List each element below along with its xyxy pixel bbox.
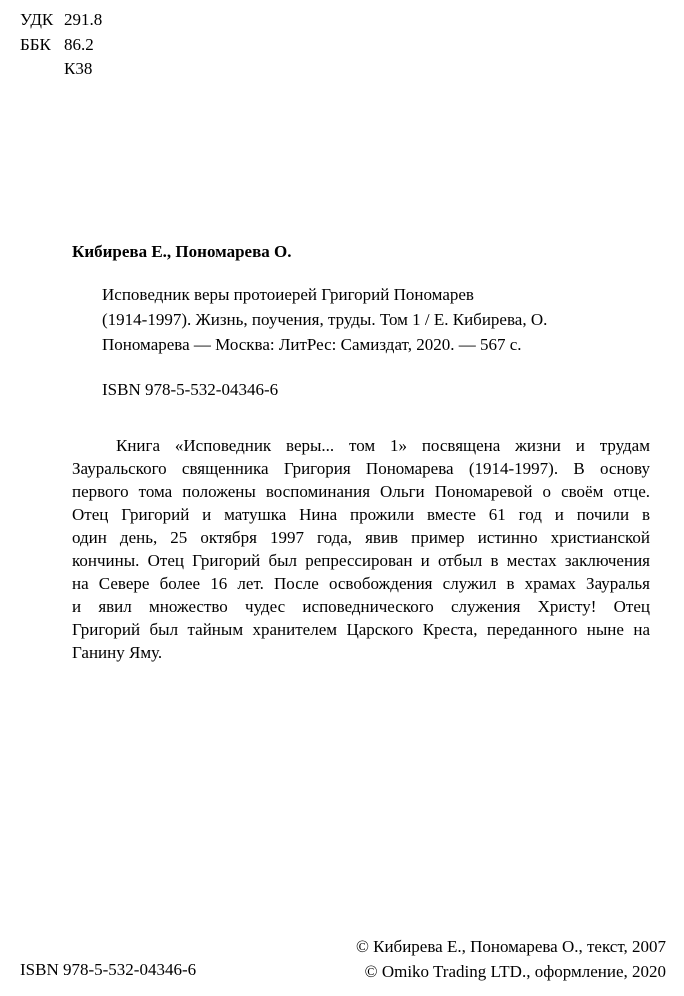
bbk-value: 86.2 <box>64 34 94 54</box>
classification-codes <box>20 8 102 82</box>
abstract-line: Ганину Яму. <box>72 643 163 662</box>
abstract-line: один день, 25 октября 1997 года, явив пример истинно христианской <box>72 528 650 547</box>
abstract-line: и явил множество чудес исповеднического служения Христу! Отец <box>72 597 650 616</box>
udk-value: 291.8 <box>64 10 103 29</box>
abstract-line: Григорий был тайным хранителем Царского Креста, переданного ныне на <box>72 620 650 639</box>
copyright-text: © Кибирева Е., Пономарева О., текст, 2007 <box>355 937 666 956</box>
bbk-row <box>20 33 102 58</box>
abstract-line: Зауральского священника Григория Пономарева (1914-1997). В основу <box>72 459 650 478</box>
abstract-line: на Севере более 16 лет. После освобождения служил в храмах Зауралья <box>72 574 650 593</box>
author-mark: К38 <box>64 59 93 78</box>
udk-label: УДК <box>20 10 54 29</box>
authors-heading: Кибирева Е., Пономарева О. <box>72 242 292 261</box>
biblio-line: (1914-1997). Жизнь, поучения, труды. Том 1 / Е. Кибирева, О. <box>102 310 548 329</box>
isbn-bottom: ISBN 978-5-532-04346-6 <box>20 960 197 979</box>
copyright-block <box>356 934 666 984</box>
bibliographic-record <box>102 282 612 357</box>
copyright-design: © Omiko Trading LTD., оформление, 2020 <box>364 962 666 981</box>
bbk-label: ББК <box>20 34 51 54</box>
author-mark-row <box>20 57 102 82</box>
isbn-top: ISBN 978-5-532-04346-6 <box>102 380 279 399</box>
abstract-line: Книга «Исповедник веры... том 1» посвящена жизни и трудам <box>116 436 650 455</box>
abstract-line: первого тома положены воспоминания Ольги Пономаревой о своём отце. <box>72 482 650 501</box>
abstract-line: Отец Григорий и матушка Нина прожили вместе 61 год и почили в <box>72 505 650 524</box>
biblio-line: Исповедник веры протоиерей Григорий Пономарев <box>102 285 474 304</box>
biblio-line: Пономарева — Москва: ЛитРес: Самиздат, 2020. — 567 с. <box>102 335 522 354</box>
abstract-line: кончины. Отец Григорий был репрессирован и отбыл в местах заключения <box>72 551 650 570</box>
udk-row <box>20 8 102 33</box>
abstract-paragraph <box>72 434 650 664</box>
